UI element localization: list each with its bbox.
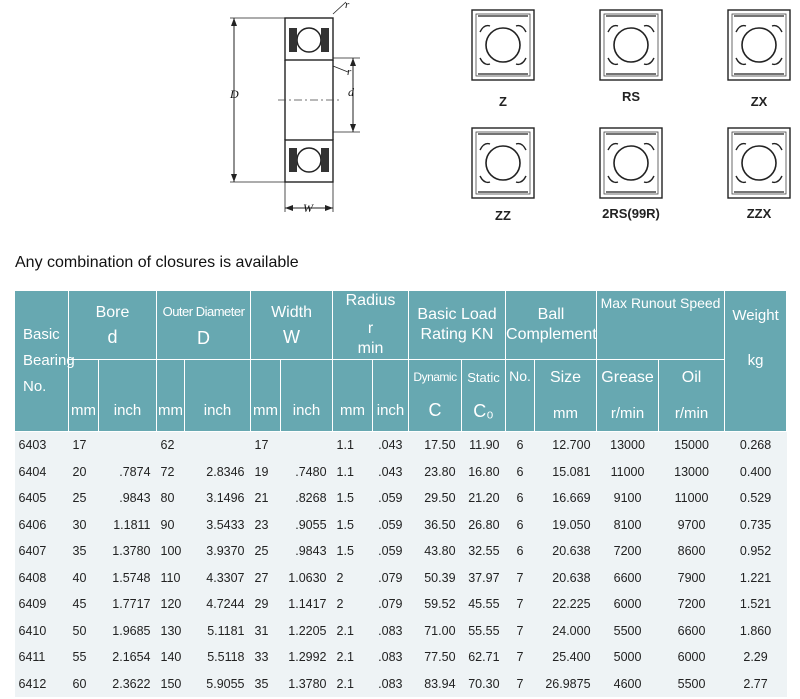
table-row	[15, 459, 787, 486]
table-cell: 1.5	[336, 517, 354, 532]
header-width-inch: inch	[281, 360, 333, 432]
table-cell: 1.521	[739, 597, 772, 612]
closure-zx-drawing	[728, 10, 790, 80]
table-cell	[281, 432, 333, 459]
table-cell: 130	[160, 623, 182, 638]
table-cell: 5.1181	[207, 623, 245, 638]
table-cell: .059	[378, 544, 403, 559]
table-cell: 150	[160, 676, 182, 691]
spec-table-body	[15, 432, 787, 698]
table-cell: 21	[254, 491, 269, 506]
header-ball-no: No.	[506, 360, 535, 432]
closure-z-drawing	[472, 10, 534, 80]
table-cell: 15000	[674, 438, 709, 453]
table-cell: 26.80	[468, 517, 500, 532]
table-cell: 20	[72, 464, 87, 479]
table-cell: 2.77	[743, 676, 768, 691]
table-cell: 2.1	[336, 650, 354, 665]
table-cell	[99, 432, 157, 459]
table-cell: 21.20	[468, 491, 500, 506]
bearing-no-cell: 6406	[18, 517, 47, 532]
table-cell: 29.50	[424, 491, 456, 506]
table-cell: 17.50	[424, 438, 456, 453]
table-cell: .083	[378, 676, 403, 691]
table-row	[15, 591, 787, 618]
dim-W-label: W	[303, 201, 313, 215]
bearing-drawings	[0, 0, 800, 240]
header-bore-inch: inch	[99, 360, 157, 432]
closure-label-rs: RS	[621, 89, 641, 104]
header-dynamic: Dynamic C	[409, 360, 462, 432]
table-cell: 7	[516, 570, 524, 585]
table-cell: 1.2205	[288, 623, 327, 638]
table-cell: 17	[254, 438, 269, 453]
table-cell: .8268	[295, 491, 327, 506]
table-cell: 1.0630	[288, 570, 327, 585]
table-cell: 4.7244	[206, 597, 245, 612]
table-cell: 2.29	[743, 650, 768, 665]
table-cell: 6	[516, 544, 524, 559]
table-cell: 7	[516, 597, 524, 612]
table-cell: 6	[516, 464, 524, 479]
closures-note: Any combination of closures is available	[15, 254, 299, 271]
table-cell: 9100	[613, 491, 642, 506]
table-cell: .059	[378, 517, 403, 532]
table-cell: 1.2992	[288, 650, 327, 665]
table-cell: 7	[516, 650, 524, 665]
bearing-spec-table	[14, 290, 787, 697]
table-cell: 110	[160, 570, 181, 585]
table-cell: 13000	[674, 464, 709, 479]
table-cell: 1.7717	[112, 597, 151, 612]
table-cell: 1.3780	[288, 676, 327, 691]
table-cell: 6000	[613, 597, 642, 612]
table-cell: .7874	[119, 464, 151, 479]
table-cell: .079	[378, 570, 403, 585]
table-cell: 100	[160, 544, 182, 559]
table-cell: 24.000	[552, 623, 591, 638]
table-cell: 2.1	[336, 676, 354, 691]
table-cell: 25.400	[552, 650, 591, 665]
table-cell: 2.1	[336, 623, 354, 638]
table-cell: .9843	[119, 491, 151, 506]
header-grease: Grease r/min	[597, 360, 659, 432]
table-cell: 1.1	[336, 464, 354, 479]
table-cell: 32.55	[468, 544, 500, 559]
table-row	[15, 538, 787, 565]
table-cell: 6	[516, 491, 524, 506]
table-cell: 40	[72, 570, 87, 585]
table-row	[15, 565, 787, 592]
table-cell: 5.5118	[207, 650, 245, 665]
table-row	[15, 671, 787, 698]
table-cell: 4600	[613, 676, 642, 691]
header-bore-mm: mm	[69, 360, 99, 432]
table-cell: 35	[254, 676, 269, 691]
table-cell: 0.400	[739, 464, 772, 479]
table-cell: 1.5748	[112, 570, 151, 585]
table-cell: 72	[160, 464, 175, 479]
table-cell: .9843	[295, 544, 327, 559]
table-cell: 16.80	[468, 464, 500, 479]
table-cell: 9700	[677, 517, 706, 532]
header-radius-mm: mm	[333, 360, 373, 432]
table-cell: 50.39	[424, 570, 456, 585]
table-cell: 45.55	[468, 597, 500, 612]
table-cell: 11000	[674, 491, 709, 506]
dim-r-mid-label: r	[347, 66, 352, 78]
table-cell: 43.80	[424, 544, 456, 559]
table-cell: 29	[254, 597, 269, 612]
header-bore: Bore d	[69, 291, 157, 360]
bearing-no-cell: 6408	[18, 570, 47, 585]
table-cell: 27	[254, 570, 269, 585]
table-cell: 55	[72, 650, 87, 665]
bearing-no-cell: 6404	[18, 464, 47, 479]
table-cell: .043	[378, 438, 403, 453]
header-weight: Weight kg	[725, 291, 787, 432]
table-cell: 26.9875	[545, 676, 591, 691]
closure-rs-drawing	[600, 10, 662, 80]
table-cell: 25	[254, 544, 269, 559]
table-cell: 7	[516, 623, 524, 638]
table-cell: 6	[516, 438, 524, 453]
table-cell: 17	[72, 438, 87, 453]
closure-label-zzx: ZZX	[746, 206, 772, 221]
table-cell: 1.221	[739, 570, 772, 585]
table-cell: 3.9370	[206, 544, 245, 559]
table-cell: 12.700	[552, 438, 591, 453]
table-cell: 20.638	[552, 544, 591, 559]
table-cell: 2.1654	[112, 650, 151, 665]
table-cell: 16.669	[552, 491, 591, 506]
table-cell: 19	[254, 464, 269, 479]
table-cell: 70.30	[468, 676, 500, 691]
bearing-no-cell: 6412	[18, 676, 47, 691]
bearing-no-cell: 6410	[18, 623, 47, 638]
table-cell: 62	[160, 438, 175, 453]
table-cell: 8600	[677, 544, 706, 559]
table-cell: 55.55	[468, 623, 500, 638]
table-cell: 33	[254, 650, 269, 665]
header-width: Width W	[251, 291, 333, 360]
table-cell: 120	[160, 597, 182, 612]
header-ball-size: Size mm	[535, 360, 597, 432]
table-cell: 5000	[613, 650, 642, 665]
closure-2rs-drawing	[600, 128, 662, 198]
table-cell: 59.52	[424, 597, 456, 612]
bearing-no-cell: 6405	[18, 491, 47, 506]
dim-r-top-label: r	[345, 0, 350, 11]
table-cell	[185, 432, 251, 459]
closure-label-zz: ZZ	[495, 208, 511, 223]
table-cell: 90	[160, 517, 175, 532]
closure-zzx-drawing	[728, 128, 790, 198]
table-cell: 0.268	[739, 438, 772, 453]
table-cell: 6600	[677, 623, 706, 638]
table-cell: 15.081	[552, 464, 591, 479]
table-cell: 6000	[677, 650, 706, 665]
bearing-no-cell: 6411	[18, 650, 46, 665]
table-cell: 77.50	[424, 650, 456, 665]
table-cell: 2.8346	[206, 464, 245, 479]
table-cell: 50	[72, 623, 87, 638]
table-cell: 1.5	[336, 491, 354, 506]
table-cell: 30	[72, 517, 87, 532]
table-cell: 23	[254, 517, 269, 532]
table-cell: 80	[160, 491, 175, 506]
table-cell: 2	[336, 570, 344, 585]
table-row	[15, 432, 787, 459]
table-cell: 35	[72, 544, 87, 559]
table-cell: .7480	[295, 464, 327, 479]
header-od-mm: mm	[157, 360, 185, 432]
dim-D-label: D	[230, 87, 239, 101]
table-cell: 37.97	[468, 570, 500, 585]
table-cell: 2	[336, 597, 344, 612]
header-radius: Radius r min	[333, 291, 409, 360]
table-cell: 1.3780	[112, 544, 151, 559]
closure-label-2rs: 2RS(99R)	[602, 206, 660, 221]
table-cell: 5500	[613, 623, 642, 638]
table-cell: 36.50	[424, 517, 456, 532]
table-cell: 7200	[613, 544, 642, 559]
table-cell: 1.860	[739, 623, 772, 638]
table-cell: 71.00	[424, 623, 456, 638]
closure-zz-drawing	[472, 128, 534, 198]
table-cell: 0.735	[739, 517, 772, 532]
table-cell: .083	[378, 623, 403, 638]
header-max-runout-speed: Max Runout Speed	[597, 291, 725, 360]
table-cell: 60	[72, 676, 87, 691]
bearing-no-cell: 6409	[18, 597, 47, 612]
table-cell: 5.9055	[206, 676, 245, 691]
table-cell: 83.94	[424, 676, 456, 691]
closure-label-z: Z	[499, 94, 507, 109]
header-outer-diameter: Outer Diameter D	[157, 291, 251, 360]
table-cell: 2.3622	[112, 676, 151, 691]
table-cell: 62.71	[468, 650, 500, 665]
header-static: Static C₀	[462, 360, 506, 432]
table-row	[15, 485, 787, 512]
header-ball-complement: Ball Complement	[506, 291, 597, 360]
cross-section-drawing	[229, 0, 360, 215]
table-cell: 5500	[677, 676, 706, 691]
table-cell: 31	[254, 623, 269, 638]
header-oil: Oil r/min	[659, 360, 725, 432]
table-cell: .059	[378, 491, 403, 506]
table-cell: 11.90	[469, 438, 500, 453]
table-cell: 22.225	[552, 597, 591, 612]
table-cell: 4.3307	[206, 570, 245, 585]
table-cell: 19.050	[552, 517, 591, 532]
header-basic-load-rating: Basic Load Rating KN	[409, 291, 506, 360]
table-cell: .079	[378, 597, 403, 612]
table-cell: 25	[72, 491, 87, 506]
table-cell: 3.1496	[206, 491, 245, 506]
table-cell: 6600	[613, 570, 642, 585]
table-cell: 1.1417	[288, 597, 327, 612]
table-cell: 23.80	[424, 464, 456, 479]
header-od-inch: inch	[185, 360, 251, 432]
table-cell: 8100	[613, 517, 642, 532]
table-row	[15, 644, 787, 671]
table-cell: .043	[378, 464, 403, 479]
table-cell: 20.638	[552, 570, 591, 585]
table-cell: 1.5	[336, 544, 354, 559]
table-cell: 11000	[610, 464, 645, 479]
bearing-no-cell: 6403	[18, 438, 47, 453]
table-row	[15, 512, 787, 539]
table-cell: 1.9685	[112, 623, 151, 638]
table-cell: .9055	[295, 517, 327, 532]
table-cell: 7	[516, 676, 524, 691]
table-cell: 6	[516, 517, 524, 532]
table-cell: 140	[160, 650, 182, 665]
dim-d-label: d	[348, 85, 354, 99]
header-width-mm: mm	[251, 360, 281, 432]
table-cell: 13000	[610, 438, 645, 453]
table-cell: .083	[378, 650, 403, 665]
header-radius-inch: inch	[373, 360, 409, 432]
table-cell: 7900	[677, 570, 706, 585]
table-cell: 1.1811	[113, 517, 151, 532]
table-row	[15, 618, 787, 645]
table-cell: 0.952	[739, 544, 772, 559]
table-cell: 0.529	[739, 491, 772, 506]
table-cell: 45	[72, 597, 87, 612]
table-cell: 3.5433	[206, 517, 245, 532]
table-cell: 1.1	[336, 438, 354, 453]
header-basic-bearing-no: Basic Bearing No.	[15, 291, 69, 432]
bearing-no-cell: 6407	[18, 544, 47, 559]
closure-label-zx: ZX	[750, 94, 768, 109]
table-cell: 7200	[677, 597, 706, 612]
